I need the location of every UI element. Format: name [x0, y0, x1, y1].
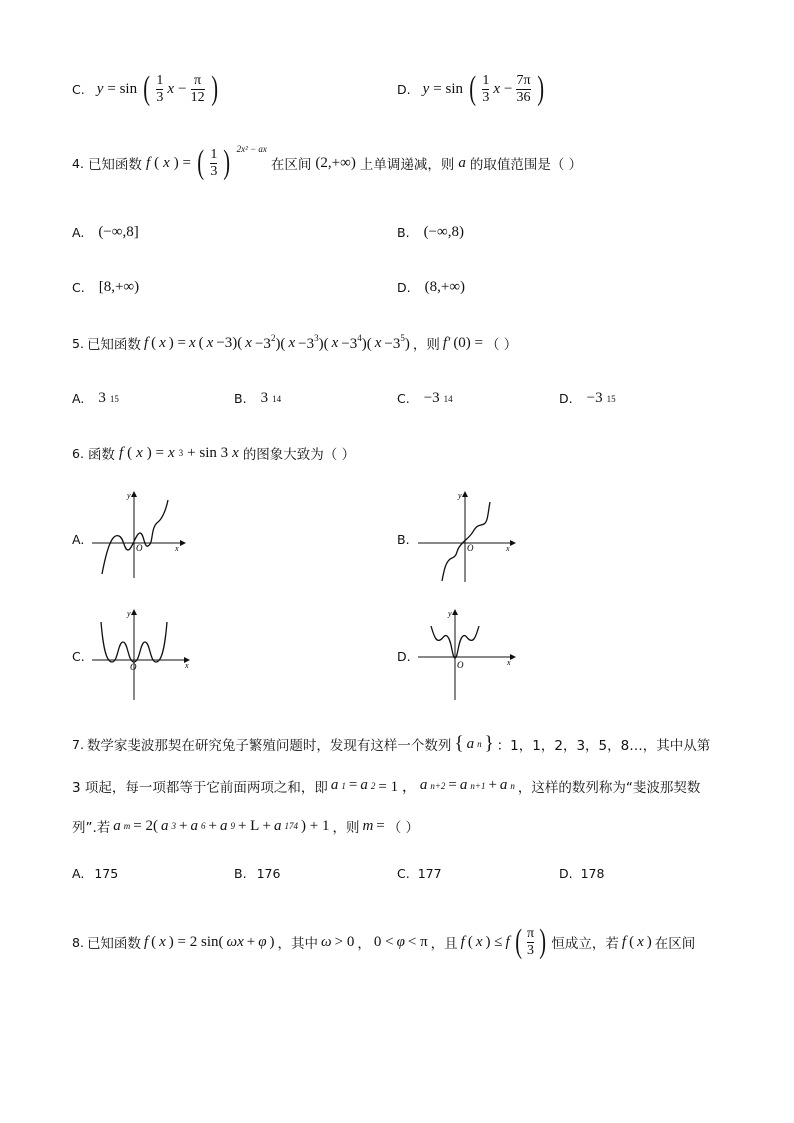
stem-text: 的图象大致为（ ） [242, 447, 356, 463]
option-value: 3 [260, 390, 269, 406]
question-number: 4. [72, 155, 84, 171]
q4-option-a[interactable] [72, 224, 139, 241]
formula-part: a [161, 817, 169, 834]
stem-text: ，且 [430, 936, 458, 952]
stem-text: （ ） [486, 337, 518, 353]
formula-part: 174 [284, 821, 298, 831]
formula: f [145, 154, 151, 171]
formula-part: > 0 [334, 933, 355, 950]
formula: ω [321, 933, 332, 950]
formula-part: φ [258, 933, 267, 950]
formula-part: x [159, 334, 166, 351]
paren: ) [536, 70, 544, 107]
stem-text: ，这样的数列称为“斐波那契数 [517, 779, 701, 796]
var-x: x [167, 80, 175, 97]
frac-num: 1 [156, 73, 164, 89]
formula-part: x [159, 933, 166, 950]
formula-part: ) ≤ [485, 933, 503, 950]
q7-option-c[interactable] [397, 866, 442, 881]
frac-den: 3 [527, 942, 535, 958]
y-label: y [448, 609, 452, 618]
frac-den: 36 [516, 89, 531, 105]
frac-num: 7π [516, 73, 531, 89]
option-value: (−∞,8) [423, 224, 464, 240]
formula-part: x [288, 334, 296, 351]
formula-part: ) = 2 sin( [168, 933, 224, 950]
q5-option-d[interactable] [559, 390, 616, 407]
formula-part: x [232, 444, 239, 461]
q7-option-b[interactable] [234, 866, 280, 881]
option-value: −3 [423, 390, 440, 406]
formula: a [419, 777, 428, 793]
formula-part: n+1 [470, 780, 486, 791]
formula-part: x [475, 933, 483, 950]
formula-part: x [331, 334, 339, 351]
stem-text: ：1，1，2，3，5，8…，其中从第 [496, 738, 711, 754]
formula-part: x [189, 334, 196, 351]
fraction [516, 73, 530, 105]
x-arrow-icon [510, 540, 516, 546]
formula-part: m [123, 821, 131, 831]
option-label: D. [559, 866, 573, 881]
option-exponent: 14 [272, 393, 282, 404]
question-number: 7. [72, 736, 84, 752]
option-label: D. [397, 81, 411, 97]
option-label: C. [397, 391, 410, 406]
frac-den: 3 [210, 163, 218, 179]
question-8-stem [72, 925, 695, 959]
x-label: x [507, 658, 511, 667]
x-arrow-icon [180, 540, 186, 546]
stem-text: 上单调递减，则 [359, 157, 455, 173]
formula-part: x [168, 444, 175, 461]
question-6-stem [72, 443, 355, 463]
stem-text: 恒成立，若 [551, 936, 619, 952]
stem-text: ， [357, 936, 371, 952]
option-label: A. [72, 225, 85, 240]
paren: ( [514, 923, 522, 960]
formula-part: = 1 ， [378, 779, 417, 795]
formula-part: ( [467, 933, 473, 950]
option-exponent: 14 [443, 393, 453, 404]
formula-part: x [637, 933, 644, 950]
formula-part: a [459, 777, 468, 793]
option-value: 3 [98, 390, 106, 406]
formula-part: ( [198, 334, 204, 351]
formula-part: $-3^3$)( [298, 333, 329, 352]
stem-text: ，则 [412, 337, 440, 353]
q6-graph-d[interactable] [418, 606, 522, 702]
y-arrow-icon [131, 491, 137, 497]
fraction [482, 73, 489, 105]
q4-option-b[interactable] [397, 224, 464, 241]
option-label: D. [397, 280, 411, 295]
q3-option-d[interactable] [397, 72, 546, 106]
formula-part: x [163, 154, 170, 171]
formula-part: = [448, 777, 457, 793]
minus: − [504, 80, 513, 97]
frac-num: 1 [482, 73, 490, 89]
formula-part: = 2( [133, 817, 159, 834]
paren: ( [197, 144, 205, 181]
formula-part: ) = [173, 154, 191, 171]
formula-part: + [179, 817, 188, 834]
formula-eq: = sin [433, 80, 463, 97]
q6-graph-b[interactable] [418, 488, 522, 584]
var-m: m [362, 817, 374, 834]
q4-option-d[interactable] [397, 279, 465, 296]
formula-part: −3)( [216, 334, 243, 351]
q5-option-a[interactable] [72, 390, 119, 407]
stem-text: 列”.若 [72, 820, 111, 836]
formula-part: ) + 1 [300, 817, 330, 834]
q6-option-c-label[interactable]: C. [72, 649, 85, 664]
stem-text: 已知函数 [86, 337, 141, 353]
option-label: C. [72, 81, 85, 97]
formula-part: ) [646, 933, 652, 950]
option-value: 175 [94, 866, 119, 881]
origin-label: O [467, 543, 474, 553]
frac-den: 12 [190, 89, 205, 105]
option-label: C. [72, 280, 85, 295]
stem-text: 在区间 [654, 936, 696, 952]
stem-text: （ ） [387, 820, 420, 836]
y-arrow-icon [462, 491, 468, 497]
formula-part: ( [629, 933, 635, 950]
option-label: A. [72, 391, 85, 406]
formula-part: 3 [171, 821, 177, 831]
formula-part: (0) = [453, 334, 484, 351]
formula-part: + sin 3 [187, 444, 229, 461]
q6-graph-a[interactable] [92, 488, 192, 580]
formula-part: φ [396, 933, 405, 950]
formula-part: ) [269, 933, 275, 950]
formula-part: 2 [370, 780, 376, 791]
origin-label: O [130, 662, 137, 672]
paren: ) [223, 144, 231, 181]
var-a: a [458, 154, 466, 171]
frac-den: 3 [156, 89, 164, 105]
stem-text: ，其中 [277, 936, 319, 952]
formula-part: ) = [168, 334, 186, 351]
formula-part: = [376, 817, 385, 834]
formula: y [96, 80, 104, 97]
formula-part: + [488, 777, 497, 793]
q3-option-c[interactable] [72, 72, 220, 106]
formula-part: + [208, 817, 217, 834]
var-x: x [493, 80, 500, 97]
question-number: 6. [72, 445, 84, 461]
question-4-stem [72, 146, 582, 180]
formula: f [143, 334, 149, 351]
formula-part: $-3^5$) [384, 333, 410, 352]
formula-part: { [454, 733, 464, 754]
q7-option-a[interactable] [72, 866, 118, 881]
formula: f [143, 933, 149, 950]
fraction [210, 147, 217, 179]
y-arrow-icon [131, 609, 137, 615]
formula-part: $-3^2$)( [254, 333, 286, 352]
formula-part: + [246, 933, 256, 950]
formula-part: x [206, 334, 214, 351]
question-number: 5. [72, 335, 84, 351]
formula-part: x [245, 334, 252, 351]
formula-part: ( [151, 334, 157, 351]
x-label: x [185, 661, 189, 670]
formula-part: ( [154, 154, 160, 171]
paren: ( [469, 70, 477, 107]
stem-text: 在区间 [270, 157, 312, 173]
formula-part: a [219, 817, 228, 834]
formula-part: n+2 [430, 780, 446, 791]
option-label: B. [397, 225, 410, 240]
formula-part: n [510, 780, 515, 791]
origin-label: O [136, 543, 143, 553]
formula-part: 9 [230, 821, 235, 831]
question-7-line-2 [72, 775, 700, 796]
formula-part: $-3^4$)( [341, 333, 372, 352]
formula-part: ( [127, 444, 133, 461]
formula-part: 6 [200, 821, 206, 831]
option-value: 177 [417, 866, 442, 881]
y-label: y [458, 491, 462, 500]
formula-eq: = sin [107, 80, 138, 97]
paren: ( [143, 70, 151, 107]
option-label: B. [234, 391, 247, 406]
option-value: (8,+∞) [424, 279, 466, 295]
q4-option-c[interactable] [72, 279, 139, 296]
formula-part: a [466, 735, 475, 752]
formula-part: n [477, 739, 482, 749]
question-7-line-3 [72, 816, 419, 836]
q6-option-b-label[interactable]: B. [397, 532, 410, 547]
x-arrow-icon [510, 654, 516, 660]
formula: a [330, 777, 339, 793]
formula-part: ωx [226, 933, 244, 950]
formula-part: 1 [341, 780, 346, 791]
option-exponent: 15 [109, 393, 119, 404]
fraction [527, 926, 534, 958]
formula: y [422, 80, 430, 97]
stem-text: 函数 [87, 447, 115, 463]
frac-den: 3 [482, 89, 490, 105]
option-label: A. [72, 866, 85, 881]
formula-part: ) = [146, 444, 164, 461]
formula-part: ( [151, 933, 157, 950]
option-value: 178 [580, 866, 605, 881]
question-number: 8. [72, 934, 84, 950]
formula: f′ [442, 334, 451, 351]
option-exponent: 15 [606, 393, 616, 404]
option-label: D. [559, 391, 573, 406]
fraction [191, 73, 205, 105]
formula-part: } [484, 733, 494, 754]
option-value: −3 [586, 390, 603, 406]
formula-part: a [190, 817, 198, 834]
option-value: [8,+∞) [98, 279, 140, 295]
interval: (2,+∞) [315, 154, 356, 171]
curve [102, 500, 168, 574]
paren: ) [539, 923, 547, 960]
question-7-line-1 [72, 733, 710, 755]
q5-option-c[interactable] [397, 390, 453, 407]
q6-graph-c[interactable] [92, 606, 196, 702]
frac-num: π [527, 926, 535, 942]
x-label: x [175, 544, 179, 553]
origin-label: O [457, 660, 464, 670]
formula-part: a [273, 817, 282, 834]
question-5-stem [72, 333, 517, 353]
option-label: B. [234, 866, 247, 881]
formula-part: x [374, 334, 382, 351]
y-arrow-icon [452, 609, 458, 615]
x-label: x [506, 544, 510, 553]
minus: − [178, 80, 187, 97]
formula-part: + L + [237, 817, 271, 834]
frac-num: π [194, 73, 202, 89]
option-label: C. [397, 866, 410, 881]
q5-option-b[interactable] [234, 390, 281, 407]
stem-text: 已知函数 [87, 157, 142, 173]
q6-option-a-label[interactable]: A. [72, 532, 85, 547]
formula-part: x [136, 444, 143, 461]
stem-text: 已知函数 [86, 936, 141, 952]
q7-option-d[interactable] [559, 866, 604, 881]
stem-text: ，则 [332, 820, 360, 836]
formula-part: a [499, 777, 508, 793]
formula: f [118, 444, 124, 461]
formula-part: a [360, 777, 368, 793]
exponent: 2x² − ax [236, 144, 267, 154]
fraction [156, 73, 163, 105]
stem-text: 数学家斐波那契在研究兔子繁殖问题时，发现有这样一个数列 [86, 738, 452, 754]
formula-part: 3 [178, 448, 184, 458]
stem-text: 3 项起，每一项都等于它前面两项之和，即 [72, 779, 328, 796]
y-label: y [127, 609, 131, 618]
option-value: (−∞,8] [98, 224, 139, 240]
y-label: y [127, 491, 131, 500]
formula-part: = [348, 777, 358, 793]
paren: ) [210, 70, 218, 107]
stem-text: 的取值范围是（ ） [469, 157, 583, 173]
option-value: 176 [256, 866, 281, 881]
formula: f [621, 933, 627, 950]
formula-part: < π [407, 933, 428, 950]
frac-num: 1 [210, 147, 218, 163]
formula: 0 < [373, 933, 394, 950]
formula-part: f [505, 933, 510, 950]
curve [442, 502, 490, 581]
q6-option-d-label[interactable]: D. [397, 649, 411, 664]
formula: a [113, 817, 121, 834]
formula: f [460, 933, 465, 950]
